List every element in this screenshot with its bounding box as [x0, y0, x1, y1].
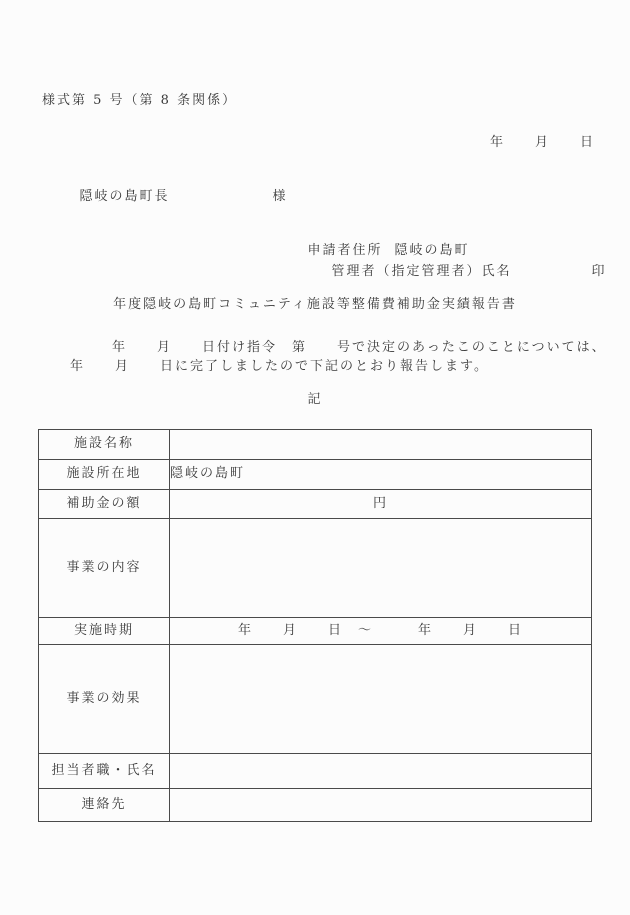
list-marker: 記 — [307, 392, 323, 407]
seal-mark: 印 — [591, 263, 607, 279]
date-line: 年 月 日 — [489, 135, 595, 150]
addressee-honorific: 様 — [272, 188, 288, 204]
applicant-manager-label: 管理者（指定管理者）氏名 — [331, 263, 512, 279]
row-value — [170, 789, 592, 822]
table-row — [39, 430, 592, 460]
row-label: 連絡先 — [39, 789, 170, 822]
row-label: 実施時期 — [39, 618, 170, 645]
row-value — [170, 519, 592, 618]
table-row — [39, 490, 592, 519]
applicant-address-label: 申請者住所 — [307, 242, 383, 258]
row-value — [170, 754, 592, 789]
applicant-manager-line — [307, 250, 607, 295]
row-label: 事業の効果 — [39, 645, 170, 754]
row-label: 事業の内容 — [39, 519, 170, 618]
applicant-address-value: 隠岐の島町 — [394, 242, 470, 258]
body-paragraph-line1: 年 月 日付け指令 第 号で決定のあったこのことについては、 — [112, 340, 607, 355]
row-label: 補助金の額 — [39, 490, 170, 519]
table-row — [39, 618, 592, 645]
table-row — [39, 789, 592, 822]
row-value — [170, 645, 592, 754]
row-label: 担当者職・氏名 — [39, 754, 170, 789]
form-number: 様式第 5 号（第 8 条関係） — [42, 93, 238, 108]
row-label: 施設名称 — [39, 430, 170, 460]
row-value: 隠岐の島町 — [170, 460, 592, 490]
form-table — [38, 429, 592, 822]
addressee-name: 隠岐の島町長 — [79, 188, 170, 204]
row-label: 施設所在地 — [39, 460, 170, 490]
body-paragraph-line2: 年 月 日に完了しましたので下記のとおり報告します。 — [70, 359, 489, 374]
table-row — [39, 645, 592, 754]
row-value: 円 — [170, 490, 592, 519]
row-value — [170, 430, 592, 460]
table-row — [39, 460, 592, 490]
table-row — [39, 519, 592, 618]
addressee-line — [55, 175, 288, 220]
row-value: 年 月 日 ～ 年 月 日 — [170, 618, 592, 645]
document-title: 年度隠岐の島町コミュニティ施設等整備費補助金実績報告書 — [113, 297, 517, 312]
form-table-body — [39, 430, 592, 822]
table-row — [39, 754, 592, 789]
